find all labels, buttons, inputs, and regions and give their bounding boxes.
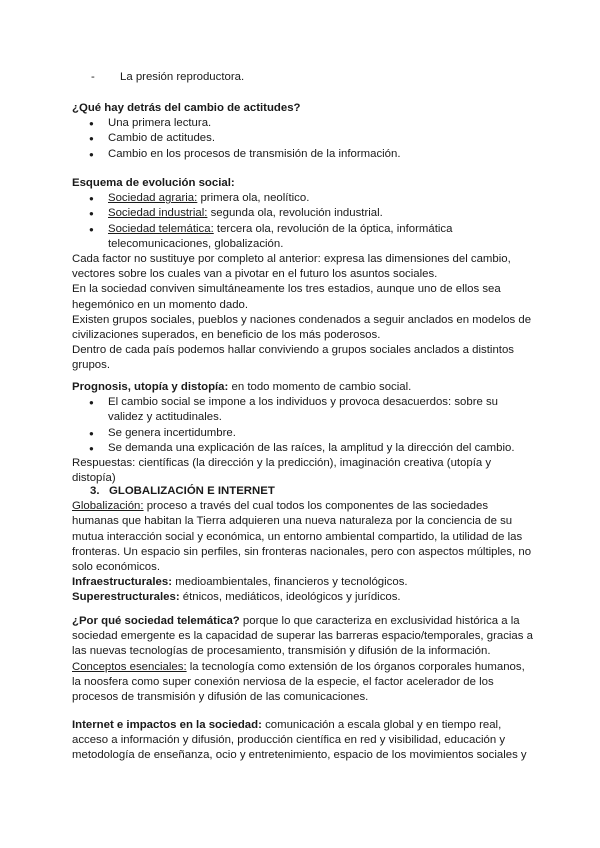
infra-paragraph: Infraestructurales: medioambientales, financieros y tecnológicos. [72,576,408,589]
list-item: ● Sociedad agraria: primera ola, neolítico. [72,191,534,206]
list-item: - La presión reproductora. [72,70,534,85]
globalizacion-paragraph: Globalización: proceso a través del cual todos los componentes de las sociedades humanas que habitan la Tierra adquieren una nueva naturaleza por la conciencia de su mutua interacción social y económica, un entorno ambiental compartido, la utilidad de las fronteras. Un espacio sin perfiles, sin fronteras nacionales, pero con aspectos múltiples, no solo económicos. [72,500,532,574]
conceptos-paragraph: Conceptos esenciales: la tecnología como extensión de los órganos corporales humanos, la noosfera como super conexión nerviosa de la especie, el factor acelerador de los procesos de transmisión y difusión de las comunicaciones. [72,660,525,704]
paragraph: Dentro de cada país podemos hallar conviviendo a grupos sociales anclados a distintos grupos. [72,344,514,372]
list-item: ● Sociedad telemática: tercera ola, revolución de la óptica, informática telecomunicaciones, globalización. [72,222,534,252]
paragraph: Cada factor no sustituye por completo al anterior: expresa las dimensiones del cambio, vectores sobre los cuales van a pivotar en el futuro los asuntos sociales. [72,253,511,281]
telematica-section [72,614,534,705]
internet-heading: Internet e impactos en la sociedad: [72,719,262,731]
prognosis-heading-line: Prognosis, utopía y distopía: en todo momento de cambio social. [72,381,412,393]
section-3-title: 3. GLOBALIZACIÓN E INTERNET [90,485,275,497]
list-item: ● Cambio de actitudes. [72,131,534,146]
section-3 [72,484,534,606]
internet-section [72,718,534,764]
super-paragraph: Superestructurales: étnicos, mediáticos, ideológicos y jurídicos. [72,591,401,604]
list-item: ● Una primera lectura. [72,116,534,131]
paragraph: Existen grupos sociales, pueblos y naciones condenados a seguir anclados en modelos de civilizaciones superados, en beneficio de los más poderosos. [72,313,532,342]
top-list [72,70,534,85]
list-term: Sociedad industrial: [108,207,208,220]
esquema-heading: Esquema de evolución social: [72,177,235,189]
list-item: ● Se genera incertidumbre. [72,426,534,441]
prognosis-section [72,380,534,486]
list-term: Sociedad telemática: [108,222,214,235]
telematica-paragraph: ¿Por qué sociedad telemática? porque lo que caracteriza en exclusividad histórica a la sociedad emergente es la capacidad de superar las barreras espacio/temporales, gracias a las nuevas tecnologías de procesamiento, transmisión y difusión de la información. [72,615,533,658]
list-item: ● El cambio social se impone a los individuos y provoca desacuerdos: sobre su validez y actitudinales. [72,395,534,425]
list-item: ● Cambio en los procesos de transmisión de la información. [72,147,534,162]
respuestas-paragraph: Respuestas: científicas (la dirección y la predicción), imaginación creativa (utopía y distopía) [72,457,492,485]
list-item: ● Se demanda una explicación de las raíces, la amplitud y la dirección del cambio. [72,441,534,456]
actitudes-heading: ¿Qué hay detrás del cambio de actitudes? [72,102,301,114]
paragraph: En la sociedad conviven simultáneamente los tres estadios, aunque uno de ellos sea hegemónico en un momento dado. [72,283,501,311]
globalizacion-term: Globalización: [72,500,144,513]
actitudes-section [72,101,534,162]
prognosis-heading: Prognosis, utopía y distopía: [72,381,229,393]
telematica-heading: ¿Por qué sociedad telemática? [72,615,240,627]
list-term: Sociedad agraria: [108,192,198,205]
list-item: ● Sociedad industrial: segunda ola, revolución industrial. [72,206,534,221]
esquema-section [72,176,534,374]
conceptos-term: Conceptos esenciales: [72,660,187,673]
internet-paragraph: Internet e impactos en la sociedad: comunicación a escala global y en tiempo real, acceso a información y difusión, producción científica en red y visibilidad, educación y metodología de enseñanza, ocio y entretenimiento, espacio de los movimientos sociales y [72,719,527,762]
